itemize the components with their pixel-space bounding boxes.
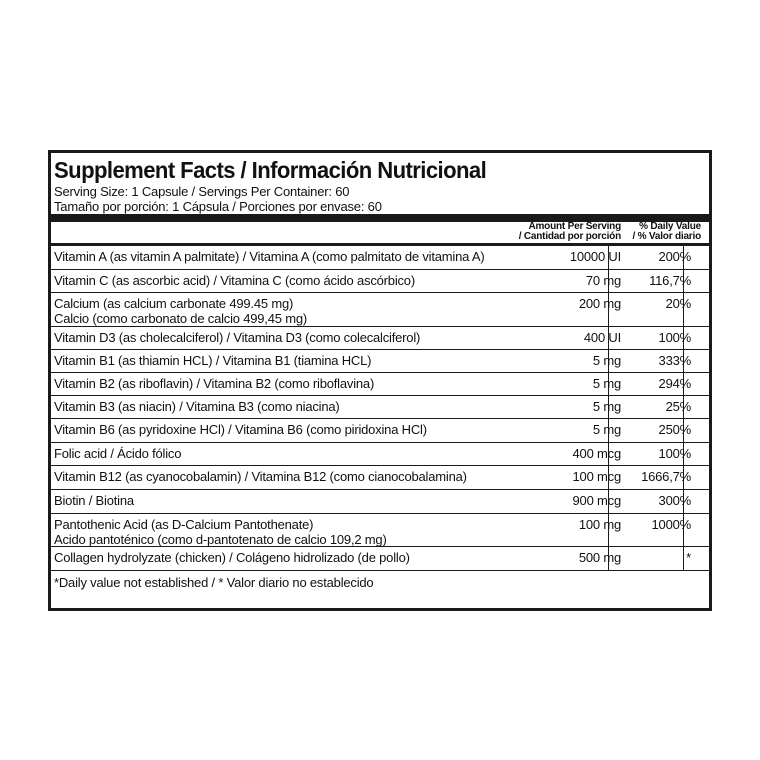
nutrient-name — [54, 353, 371, 368]
table-row — [51, 466, 709, 490]
nutrient-daily-value: 100% — [658, 446, 691, 461]
amount-column-header — [519, 222, 621, 242]
daily-value-column-header — [633, 222, 702, 242]
nutrient-amount: 70 mg — [585, 273, 621, 288]
nutrient-amount: 5 mg — [592, 422, 621, 437]
nutrient-name — [54, 469, 467, 484]
panel-header — [51, 153, 709, 214]
table-row — [51, 293, 709, 327]
nutrient-name-line: Vitamin B3 (as niacin) / Vitamina B3 (como niacina) — [54, 399, 340, 414]
table-row — [51, 547, 709, 571]
table-row — [51, 396, 709, 419]
nutrient-name — [54, 550, 410, 565]
table-row — [51, 373, 709, 396]
nutrient-name-line: Vitamin B12 (as cyanocobalamin) / Vitamina B12 (como cianocobalamina) — [54, 469, 467, 484]
serving-info-es: Tamaño por porción: 1 Cápsula / Porciones por envase: 60 — [54, 199, 382, 214]
nutrient-name — [54, 273, 415, 288]
nutrient-amount: 900 mcg — [572, 493, 621, 508]
nutrient-name — [54, 446, 181, 461]
nutrient-amount: 500 mg — [578, 550, 621, 565]
nutrient-daily-value: 1000% — [651, 517, 691, 532]
dv-header-es: / % Valor diario — [632, 231, 701, 242]
nutrient-name — [54, 376, 374, 391]
panel-title: Supplement Facts / Información Nutricional — [54, 157, 487, 183]
nutrient-name-line: Pantothenic Acid (as D-Calcium Pantothenate) — [54, 517, 314, 532]
nutrient-amount: 400 mcg — [572, 446, 621, 461]
table-row — [51, 246, 709, 270]
nutrient-name-line: Vitamin B2 (as riboflavin) / Vitamina B2 (como riboflavina) — [54, 376, 375, 391]
nutrient-name-line: Vitamin C (as ascorbic acid) / Vitamina C (como ácido ascórbico) — [54, 273, 415, 288]
nutrient-amount: 400 UI — [583, 330, 621, 345]
nutrient-name-line: Folic acid / Ácido fólico — [54, 446, 182, 461]
nutrient-daily-value: 1666,7% — [641, 469, 691, 484]
nutrient-name-line: Vitamin B6 (as pyridoxine HCl) / Vitamina B6 (como piridoxina HCl) — [54, 422, 427, 437]
footnote: *Daily value not established / * Valor diario no establecido — [54, 575, 374, 590]
nutrient-name-line: Vitamin D3 (as cholecalciferol) / Vitamina D3 (como colecalciferol) — [54, 330, 421, 345]
nutrient-name — [54, 330, 420, 345]
nutrient-daily-value: 333% — [658, 353, 691, 368]
nutrient-daily-value: 100% — [658, 330, 691, 345]
amount-header-en: Amount Per Serving — [528, 221, 621, 232]
nutrient-table — [51, 246, 709, 571]
dv-header-en: % Daily Value — [639, 221, 701, 232]
nutrient-name-line: Collagen hydrolyzate (chicken) / Colágeno hidrolizado (de pollo) — [54, 550, 410, 565]
nutrient-amount: 5 mg — [592, 353, 621, 368]
nutrient-daily-value: 250% — [658, 422, 691, 437]
nutrient-amount: 100 mcg — [572, 469, 621, 484]
nutrient-name-line: Vitamin A (as vitamin A palmitate) / Vitamina A (como palmitato de vitamina A) — [54, 249, 485, 264]
table-row — [51, 350, 709, 373]
table-row — [51, 490, 709, 514]
table-row — [51, 419, 709, 443]
nutrient-amount: 100 mg — [578, 517, 621, 532]
supplement-facts-panel — [48, 150, 712, 611]
serving-info-en: Serving Size: 1 Capsule / Servings Per Container: 60 — [54, 184, 350, 199]
nutrient-name — [54, 399, 340, 414]
nutrient-name — [54, 296, 307, 326]
table-row — [51, 443, 709, 466]
nutrient-name-line: Vitamin B1 (as thiamin HCL) / Vitamina B1 (tiamina HCL) — [54, 353, 372, 368]
nutrient-name — [54, 422, 427, 437]
amount-header-es: / Cantidad por porción — [518, 231, 621, 242]
nutrient-name — [54, 249, 484, 264]
nutrient-amount: 200 mg — [578, 296, 621, 311]
table-row — [51, 514, 709, 547]
nutrient-daily-value: * — [686, 550, 691, 565]
nutrient-name — [54, 493, 134, 508]
nutrient-name — [54, 517, 387, 547]
nutrient-daily-value: 25% — [665, 399, 691, 414]
nutrient-name-line: Calcio (como carbonato de calcio 499,45 mg) — [54, 311, 307, 326]
nutrient-amount: 5 mg — [592, 376, 621, 391]
nutrient-name-line: Biotin / Biotina — [54, 493, 134, 508]
nutrient-daily-value: 200% — [658, 249, 691, 264]
nutrient-daily-value: 116,7% — [649, 273, 691, 288]
nutrient-name-line: Calcium (as calcium carbonate 499.45 mg) — [54, 296, 294, 311]
nutrient-amount: 10000 UI — [569, 249, 621, 264]
column-header — [51, 222, 709, 243]
nutrient-amount: 5 mg — [592, 399, 621, 414]
nutrient-daily-value: 294% — [658, 376, 691, 391]
table-row — [51, 327, 709, 350]
nutrient-name-line: Acido pantoténico (como d-pantotenato de calcio 109,2 mg) — [54, 532, 387, 547]
nutrient-daily-value: 20% — [665, 296, 691, 311]
table-row — [51, 270, 709, 293]
nutrient-daily-value: 300% — [658, 493, 691, 508]
